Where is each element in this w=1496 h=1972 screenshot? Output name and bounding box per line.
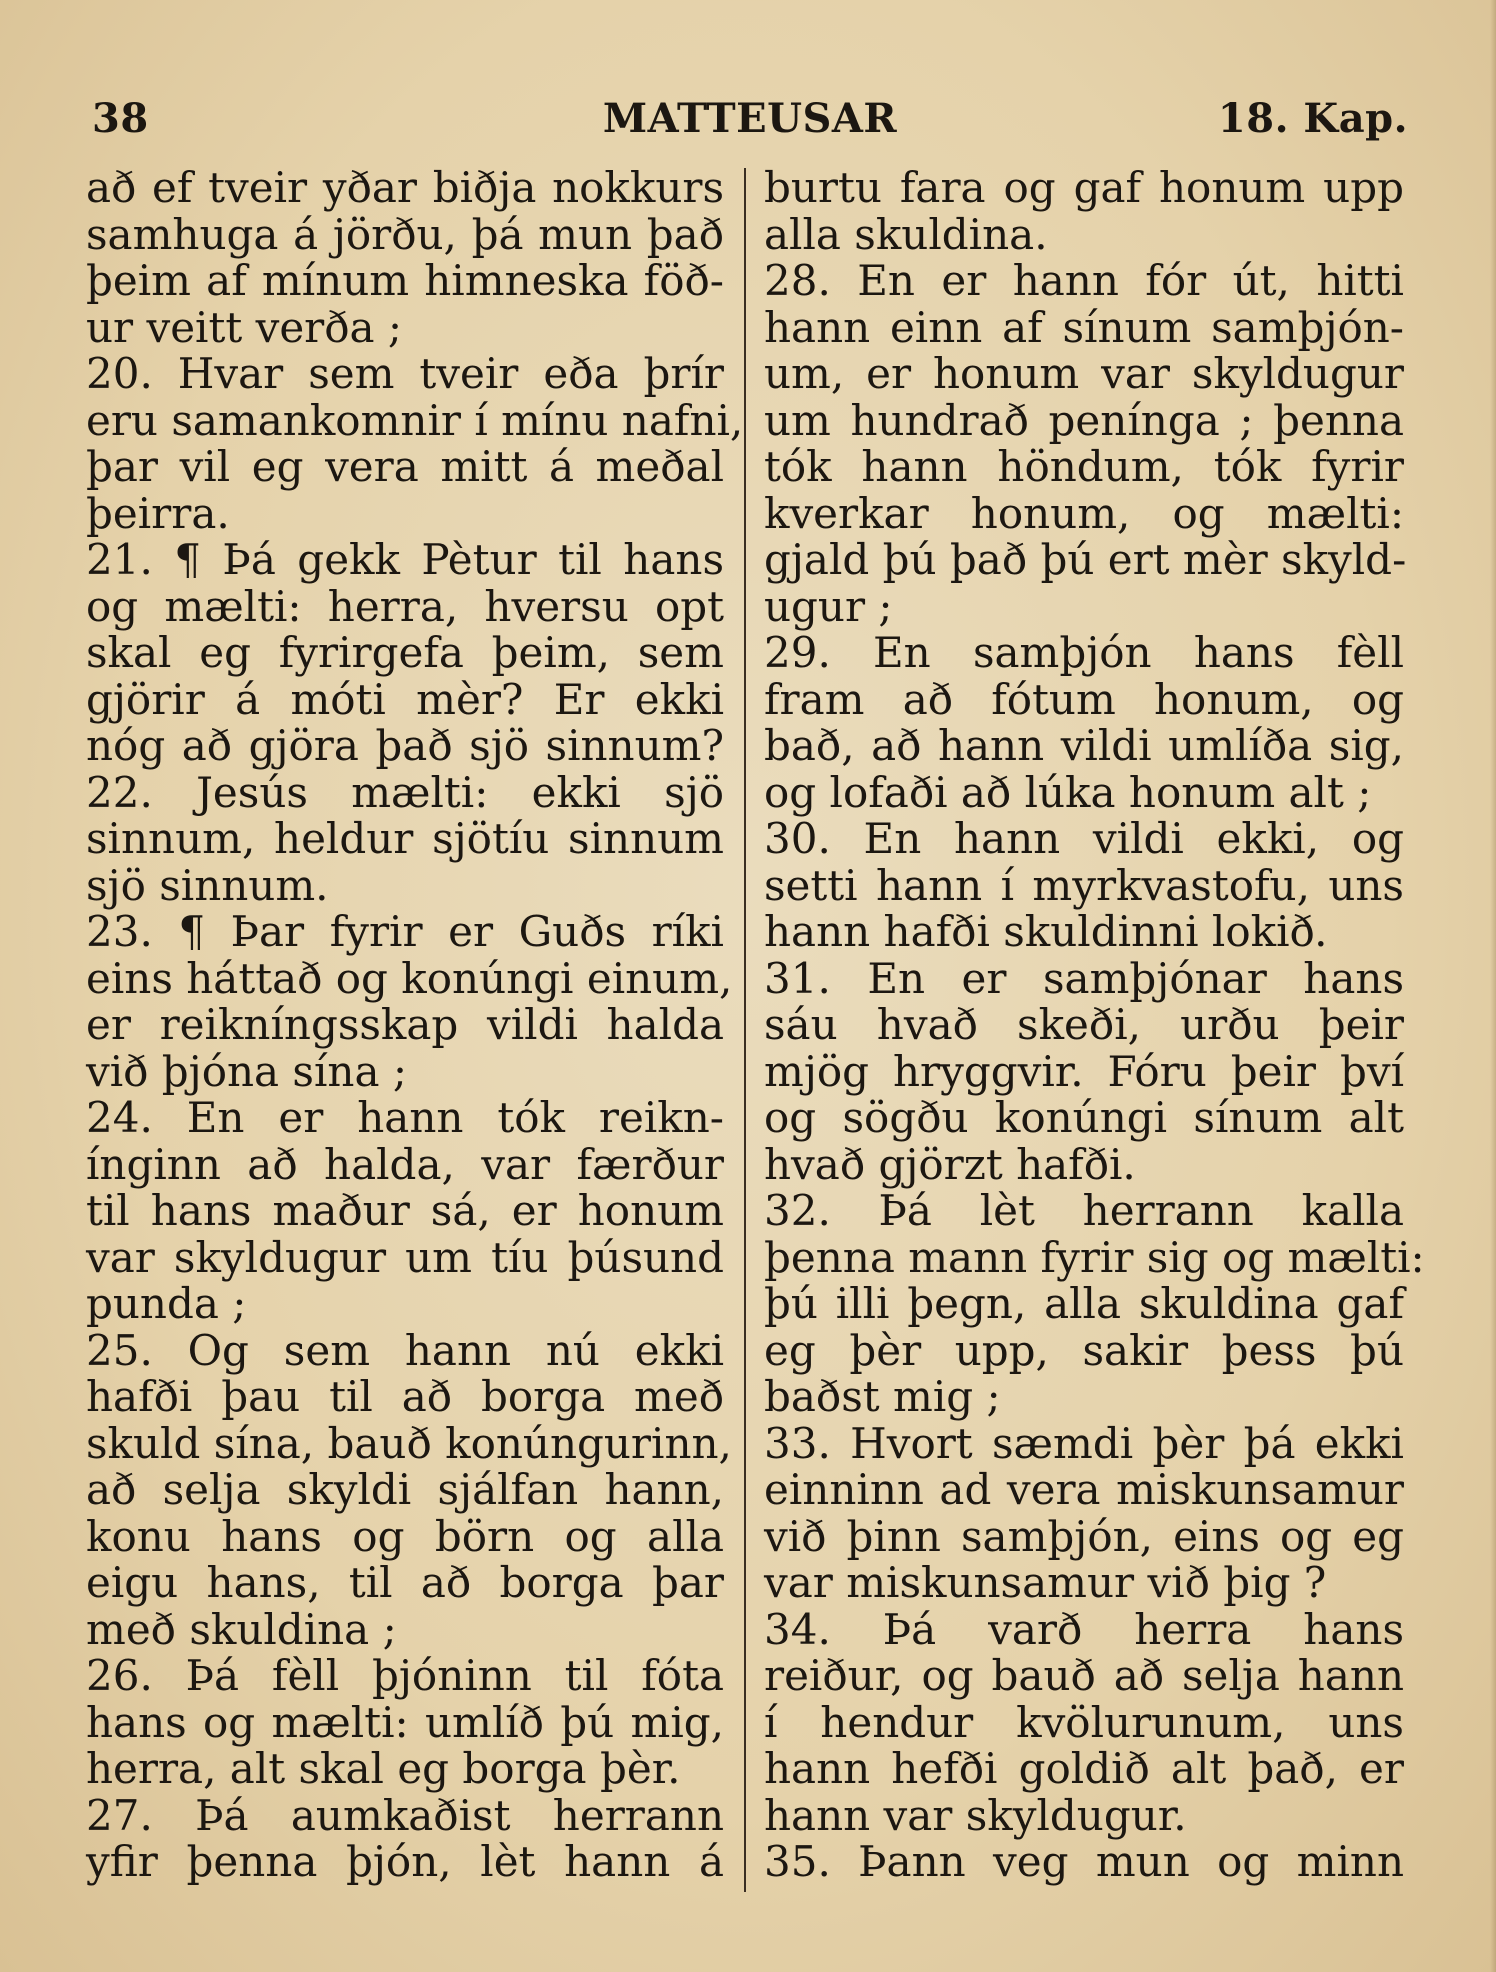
- text-line: 28. En er hann fór út, hitti: [764, 256, 1404, 305]
- text-line: fram að fótum honum, og: [764, 674, 1404, 724]
- chapter-label: 18. Kap.: [1217, 95, 1408, 142]
- text-line: herra, alt skal eg borga þèr.: [86, 1744, 681, 1793]
- text-line: setti hann í myrkvastofu, uns: [764, 860, 1404, 910]
- text-line: yfir þenna þjón, lèt hann á: [86, 1837, 724, 1886]
- text-line: gjörir á móti mèr? Er ekki: [86, 674, 724, 724]
- column-divider: [744, 168, 746, 1892]
- text-line: 20. Hvar sem tveir eða þrír: [86, 349, 724, 398]
- text-line: nóg að gjöra það sjö sinnum?: [86, 721, 724, 770]
- text-line: 29. En samþjón hans fèll: [764, 628, 1404, 677]
- text-line: þeim af mínum himneska föð-: [86, 256, 724, 305]
- text-line: um, er honum var skyldugur: [764, 349, 1404, 398]
- text-line: baðst mig ;: [764, 1372, 1001, 1421]
- running-head: [92, 95, 1408, 155]
- text-line: eg þèr upp, sakir þess þú: [764, 1325, 1404, 1375]
- text-line: ur veitt verða ;: [86, 302, 403, 352]
- text-line: 22. Jesús mælti: ekki sjö: [86, 767, 724, 817]
- text-line: ínginn að halda, var færður: [86, 1139, 724, 1189]
- text-line: 21. ¶ Þá gekk Pètur til hans: [86, 535, 724, 584]
- text-line: bað, að hann vildi umlíða sig,: [764, 721, 1404, 770]
- text-line: tók hann höndum, tók fyrir: [764, 442, 1404, 491]
- text-line: gjald þú það þú ert mèr skyld-: [764, 535, 1407, 584]
- text-line: og sögðu konúngi sínum alt: [764, 1093, 1404, 1142]
- text-line: sáu hvað skeði, urðu þeir: [764, 1000, 1404, 1049]
- book-title: MATTEUSAR: [602, 95, 898, 142]
- text-line: hans og mælti: umlíð þú mig,: [86, 1697, 724, 1747]
- text-line: þú illi þegn, alla skuldina gaf: [764, 1279, 1404, 1328]
- text-line: hann hefði goldið alt það, er: [764, 1744, 1404, 1793]
- text-line: eigu hans, til að borga þar: [86, 1558, 724, 1607]
- text-line: um hundrað penínga ; þenna: [764, 395, 1404, 445]
- text-line: hann einn af sínum samþjón-: [764, 302, 1404, 352]
- page-number: 38: [92, 95, 149, 142]
- text-line: þeirra.: [86, 488, 230, 538]
- text-line: kverkar honum, og mælti:: [764, 488, 1404, 538]
- text-line: í hendur kvölurunum, uns: [764, 1697, 1404, 1747]
- text-line: eru samankomnir í mínu nafni,: [86, 395, 744, 445]
- text-line: 35. Þann veg mun og minn: [764, 1837, 1404, 1886]
- text-line: reiður, og bauð að selja hann: [764, 1651, 1404, 1700]
- text-line: að selja skyldi sjálfan hann,: [86, 1465, 724, 1514]
- text-line: hvað gjörzt hafði.: [764, 1139, 1136, 1189]
- text-line: 27. Þá aumkaðist herrann: [86, 1790, 724, 1840]
- text-line: 24. En er hann tók reikn-: [86, 1093, 724, 1142]
- text-line: einninn ad vera miskunsamur: [764, 1465, 1404, 1514]
- text-line: skal eg fyrirgefa þeim, sem: [86, 628, 724, 677]
- text-line: er reikníngsskap vildi halda: [86, 1000, 724, 1049]
- text-line: 31. En er samþjónar hans: [764, 953, 1404, 1003]
- text-line: skuld sína, bauð konúngurinn,: [86, 1418, 732, 1468]
- text-line: 33. Hvort sæmdi þèr þá ekki: [764, 1418, 1404, 1468]
- text-line: mjög hryggvir. Fóru þeir því: [764, 1046, 1404, 1096]
- text-line: eins háttað og konúngi einum,: [86, 953, 733, 1003]
- text-line: hafði þau til að borga með: [86, 1372, 724, 1421]
- text-line: við þjóna sína ;: [86, 1046, 408, 1096]
- text-line: til hans maður sá, er honum: [86, 1186, 724, 1235]
- text-line: þenna mann fyrir sig og mælti:: [764, 1232, 1425, 1282]
- text-line: punda ;: [86, 1279, 247, 1328]
- text-line: ugur ;: [764, 581, 893, 631]
- text-line: burtu fara og gaf honum upp: [764, 163, 1404, 212]
- text-line: sinnum, heldur sjötíu sinnum: [86, 814, 724, 863]
- text-line: var skyldugur um tíu þúsund: [86, 1232, 724, 1282]
- text-line: hann var skyldugur.: [764, 1790, 1187, 1840]
- text-line: við þinn samþjón, eins og eg: [764, 1511, 1404, 1561]
- text-line: og lofaði að lúka honum alt ;: [764, 767, 1372, 817]
- text-line: 25. Og sem hann nú ekki: [86, 1325, 724, 1375]
- left-column: [86, 163, 744, 1886]
- text-line: að ef tveir yðar biðja nokkurs: [86, 163, 724, 212]
- text-line: og mælti: herra, hversu opt: [86, 581, 724, 631]
- text-line: hann hafði skuldinni lokið.: [764, 907, 1328, 956]
- text-line: með skuldina ;: [86, 1604, 397, 1654]
- text-line: var miskunsamur við þig ?: [764, 1558, 1327, 1607]
- text-line: 23. ¶ Þar fyrir er Guðs ríki: [86, 907, 724, 956]
- text-line: konu hans og börn og alla: [86, 1511, 724, 1561]
- text-line: 30. En hann vildi ekki, og: [764, 814, 1404, 863]
- text-line: 34. Þá varð herra hans: [764, 1604, 1404, 1654]
- text-line: sjö sinnum.: [86, 860, 329, 910]
- page-edge: [1490, 0, 1496, 1972]
- text-line: þar vil eg vera mitt á meðal: [86, 442, 724, 491]
- text-line: 32. Þá lèt herrann kalla: [764, 1186, 1404, 1235]
- text-line: alla skuldina.: [764, 209, 1048, 259]
- text-line: samhuga á jörðu, þá mun það: [86, 209, 724, 259]
- right-column: [764, 163, 1425, 1886]
- text-line: 26. Þá fèll þjóninn til fóta: [86, 1651, 724, 1700]
